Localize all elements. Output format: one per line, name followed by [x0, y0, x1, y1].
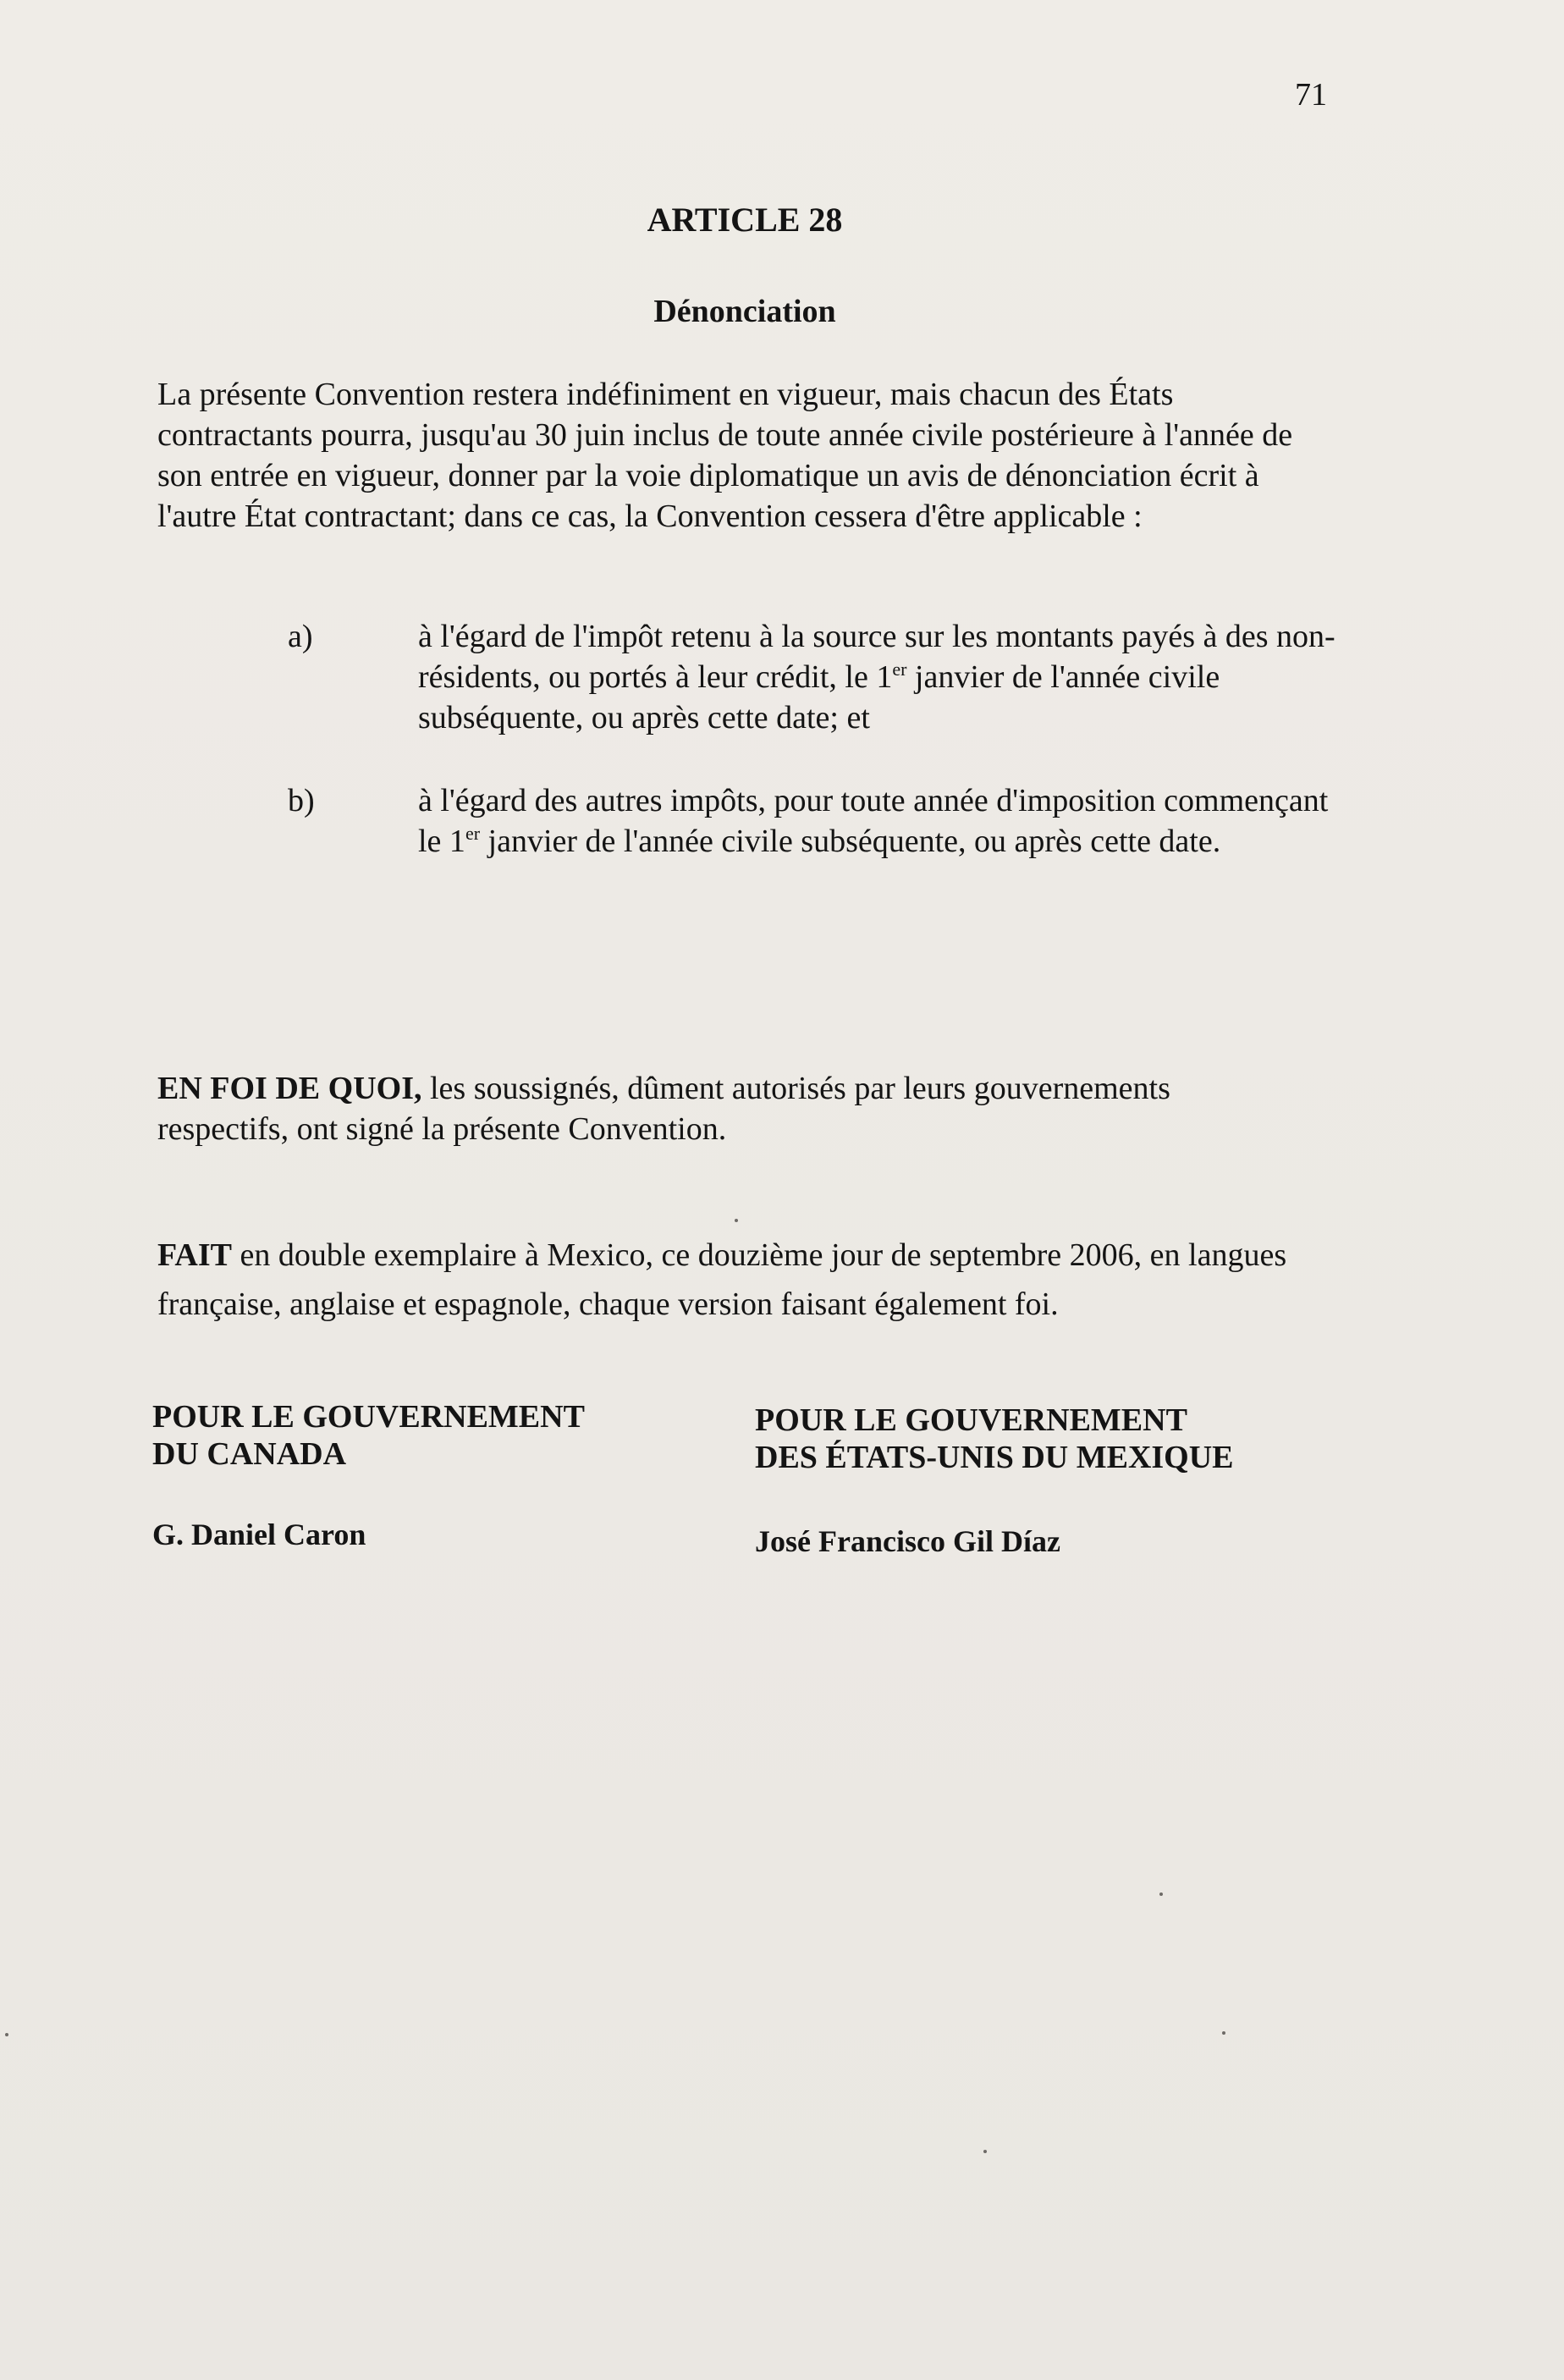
done-clause-text: en double exemplaire à Mexico, ce douzième jour de septembre 2006, en langues française, anglaise et espagnole, chaque version faisant également foi. — [157, 1237, 1287, 1322]
paper-speck — [1159, 1892, 1163, 1896]
signatory-line: POUR LE GOUVERNEMENT — [152, 1399, 585, 1435]
done-clause — [157, 1231, 1308, 1329]
signatory-block-mexico — [755, 1402, 1347, 1476]
signatory-line: DU CANADA — [152, 1436, 347, 1472]
signatory-line: POUR LE GOUVERNEMENT — [755, 1402, 1187, 1438]
list-item-text — [418, 780, 1341, 862]
ordinal-superscript: er — [892, 658, 907, 680]
list-item-text-start: à l'égard des autres impôts, pour toute année d'imposition commençant le 1 — [418, 783, 1329, 859]
done-clause-lead: FAIT — [157, 1237, 232, 1273]
paper-speck — [983, 2150, 987, 2153]
witness-clause-lead: EN FOI DE QUOI, — [157, 1071, 422, 1106]
list-item-text-start: à l'égard de l'impôt retenu à la source sur les montants payés à des non-résidents, ou portés à leur crédit, le 1 — [418, 619, 1335, 695]
article-intro-paragraph: La présente Convention restera indéfiniment en vigueur, mais chacun des États contractants pourra, jusqu'au 30 juin inclus de toute année civile postérieure à l'année de son entrée en vigueur, donner par la voie diplomatique un avis de dénonciation écrit à l'autre État contractant; dans ce cas, la Convention cessera d'être applicable : — [157, 377, 1293, 534]
witness-clause — [157, 1068, 1308, 1149]
signer-name-canada: G. Daniel Caron — [152, 1518, 366, 1551]
paper-speck — [1222, 2031, 1225, 2035]
list-item-label: b) — [288, 783, 315, 818]
signatory-block-canada — [152, 1398, 677, 1473]
paper-speck — [5, 2033, 8, 2036]
list-item-label: a) — [288, 619, 313, 654]
list-item-text-end: janvier de l'année civile subséquente, ou après cette date. — [480, 824, 1221, 859]
list-item-text-end: janvier de l'année civile subséquente, ou après cette date; et — [418, 659, 1220, 735]
list-item-text — [418, 616, 1341, 738]
witness-clause-text: les soussignés, dûment autorisés par leurs gouvernements respectifs, ont signé la présente Convention. — [157, 1071, 1170, 1147]
article-heading: ARTICLE 28 — [647, 201, 843, 239]
article-title: Dénonciation — [653, 294, 836, 329]
signatory-line: DES ÉTATS-UNIS DU MEXIQUE — [755, 1440, 1234, 1475]
page-number: 71 — [1295, 77, 1327, 113]
paper-speck — [735, 1219, 738, 1222]
ordinal-superscript: er — [465, 823, 481, 844]
signer-name-mexico: José Francisco Gil Díaz — [755, 1524, 1060, 1558]
